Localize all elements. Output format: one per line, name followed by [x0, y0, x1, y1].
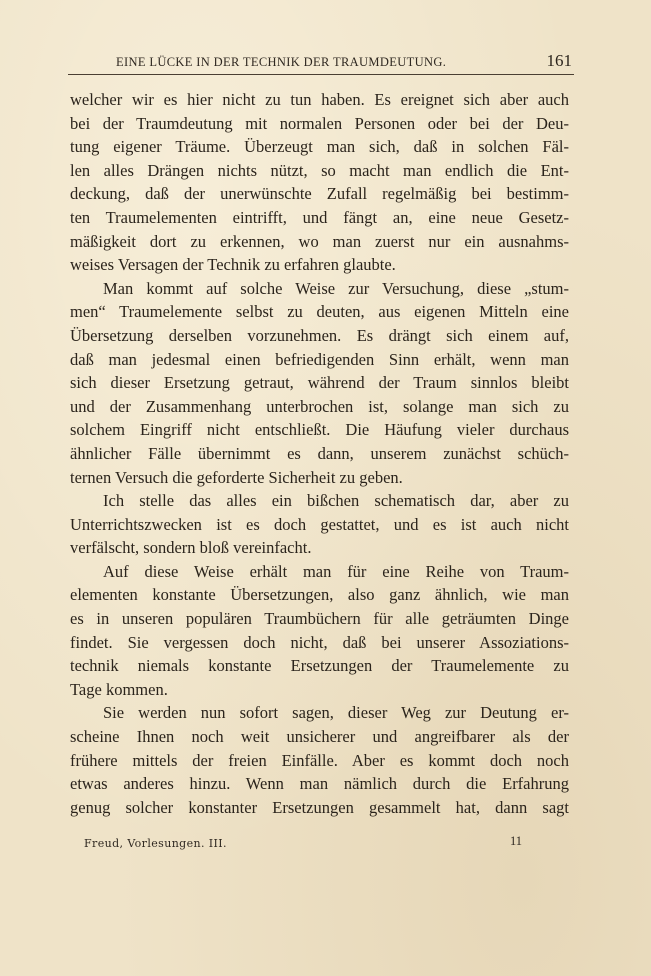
header-rule — [68, 74, 574, 75]
page-number: 161 — [546, 51, 572, 70]
text-line: etwas anderes hinzu. Wenn man nämlich durch die Erfahrung — [70, 774, 569, 794]
text-line: elementen konstante Übersetzungen, also ganz ähnlich, wie man — [70, 585, 569, 605]
footer-signature: Freud, Vorlesungen. III. — [84, 837, 227, 850]
text-line: daß man jedesmal einen befriedigenden Sinn erhält, wenn man — [70, 349, 569, 369]
text-line: ternen Versuch die geforderte Sicherheit zu geben. — [70, 467, 403, 487]
text-line: Ich stelle das alles ein bißchen schematisch dar, aber zu — [103, 491, 569, 511]
text-line: weises Versagen der Technik zu erfahren glaubte. — [70, 255, 396, 275]
text-line: tung eigener Träume. Überzeugt man sich, daß in solchen Fäl- — [70, 137, 569, 157]
text-line: Man kommt auf solche Weise zur Versuchung, diese „stum- — [103, 278, 569, 298]
body-text — [70, 88, 569, 819]
text-line: mäßigkeit dort zu erkennen, wo man zuerst nur ein ausnahms- — [70, 231, 569, 251]
text-line: men“ Traumelemente selbst zu deuten, aus eigenen Mitteln eine — [70, 302, 569, 322]
text-line: findet. Sie vergessen doch nicht, daß bei unserer Assoziations- — [70, 632, 569, 652]
text-line: sich dieser Ersetzung getraut, während der Traum sinnlos bleibt — [70, 373, 569, 393]
text-line: len alles Drängen nichts nützt, so macht man endlich die Ent- — [70, 160, 569, 180]
text-line: und der Zusammenhang unterbrochen ist, solange man sich zu — [70, 396, 569, 416]
text-line: scheine Ihnen noch weit unsicherer und angreifbarer als der — [70, 727, 569, 747]
text-line: welcher wir es hier nicht zu tun haben. Es ereignet sich aber auch — [70, 90, 569, 109]
text-line: technik niemals konstante Ersetzungen der Traumelemente zu — [70, 656, 569, 676]
text-line: deckung, daß der unerwünschte Zufall regelmäßig bei bestimm- — [70, 184, 569, 204]
text-line: bei der Traumdeutung mit normalen Personen oder bei der Deu- — [70, 113, 569, 133]
text-line: Übersetzung derselben vorzunehmen. Es drängt sich einem auf, — [70, 325, 569, 345]
text-line: ähnlicher Fälle übernimmt es dann, unserem zunächst schüch- — [70, 443, 569, 463]
running-title: EINE LÜCKE IN DER TECHNIK DER TRAUMDEUTUNG. — [116, 55, 447, 69]
text-line: ten Traumelementen eintrifft, und fängt an, eine neue Gesetz- — [70, 207, 569, 227]
running-head — [68, 51, 576, 73]
text-line: Auf diese Weise erhält man für eine Reihe von Traum- — [103, 561, 569, 581]
text-line: Sie werden nun sofort sagen, dieser Weg zur Deutung er- — [103, 703, 569, 723]
text-line: Tage kommen. — [70, 679, 168, 699]
text-line: verfälscht, sondern bloß vereinfacht. — [70, 538, 312, 558]
footer-sheet-number: 11 — [510, 834, 523, 848]
text-line: genug solcher konstanter Ersetzungen gesammelt hat, dann sagt — [70, 797, 569, 817]
text-line: solchem Eingriff nicht entschließt. Die Häufung vieler durchaus — [70, 420, 569, 440]
text-line: frühere mittels der freien Einfälle. Aber es kommt doch noch — [70, 750, 569, 770]
text-line: es in unseren populären Traumbüchern für alle geträumten Dinge — [70, 609, 569, 629]
text-line: Unterrichtszwecken ist es doch gestattet, und es ist auch nicht — [70, 514, 569, 534]
